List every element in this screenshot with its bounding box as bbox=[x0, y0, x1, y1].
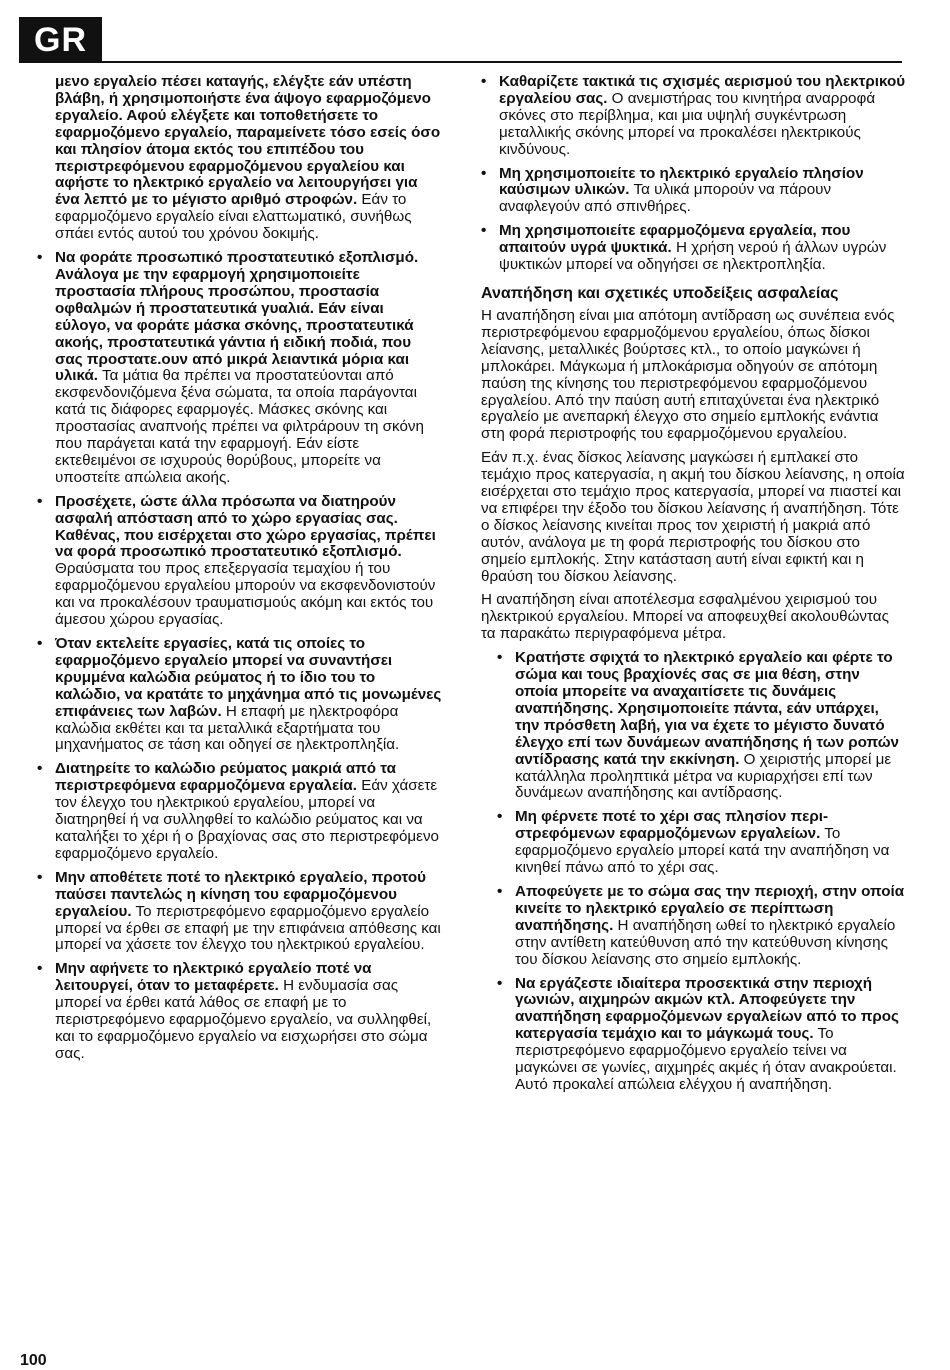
bullet-icon: • bbox=[37, 760, 43, 778]
right-column bbox=[481, 74, 906, 1101]
kickback-item-heading: Μη φέρνετε ποτέ το χέρι σας πλησίον περιστρεφόμενων εφαρμοζόμενων εργαλείων. bbox=[515, 808, 829, 843]
safety-item-heading: Μην αφήνετε το ηλεκτρικό εργαλείο ποτέ να λειτουργεί, όταν το μεταφέρετε. bbox=[55, 960, 372, 995]
kickback-item bbox=[497, 809, 906, 877]
safety-item bbox=[37, 636, 442, 754]
bullet-icon: • bbox=[481, 222, 487, 240]
bullet-icon: • bbox=[481, 73, 487, 90]
safety-item bbox=[37, 870, 442, 955]
safety-item-heading: Διατηρείτε το καλώδιο ρεύματος μακριά από τα περιστρεφόμενα εφαρμοζόμενα εργαλεία. bbox=[55, 760, 396, 795]
left-column bbox=[37, 74, 442, 1070]
bullet-icon: • bbox=[37, 635, 43, 652]
safety-item-text: Η επαφή με ηλεκτροφόρα καλώδια εκθέτει και τα μεταλλικά εξαρτήματα του μηχανήματος σε τάση και οδηγεί σε ηλεκτροπληξία. bbox=[55, 702, 400, 754]
kickback-item-text: Η αναπήδηση ωθεί το ηλεκτρικό εργαλείο στην αντίθετη κατεύθυνση από την κατεύθυνση κίνησης του δίσκου λείανσης στο σημείο εμπλοκής. bbox=[515, 916, 896, 968]
safety-item-text: Τα μάτια θα πρέπει να προστατεύονται από εκσφενδονιζόμενα ξένα σώματα, τα οποία παράγονται κατά τις διάφορες εφαρμογές. Μάσκες σκόνης και προστασίας αναπνοής πρέπει να φιλτράρουν τη σκόνη που παράγεται κατά την εφαρμογή. Εάν είστε εκτεθειμένοι σε ισχυρούς θορύβους, μπορείτε να υποστείτε απώλεια ακοής. bbox=[55, 367, 424, 486]
bullet-icon: • bbox=[497, 808, 503, 826]
safety-item bbox=[37, 761, 442, 862]
kickback-item-text: Το περιστρεφόμενο εφαρμοζόμενο εργαλείο τείνει να μαγκώνει σε γωνίες, αιχμηρές ακμές ή όταν ανακρούεται. Αυτό προκαλεί απώλεια ελέγχου ή αναπήδηση. bbox=[515, 1025, 897, 1093]
safety-item-text: Εάν χάσετε τον έλεγχο του ηλεκτρικού εργαλείου, μπορεί να διατηρηθεί ή να συλληφθεί το καλώδιο ρεύματος και να καταλήξει το χέρι ή ο βραχίονας σας στο περιστρεφόμενο εφαρμοζόμενο εργαλείο. bbox=[55, 777, 439, 862]
safety-item-text: Το περιστρεφόμενο εφαρμοζόμενο εργαλείο μπορεί να έρθει σε επαφή με την επιφάνεια απόθεσης και μπορεί να χάσετε τον έλεγχο του ηλεκτρικού εργαλείου. bbox=[55, 902, 441, 954]
bullet-icon: • bbox=[37, 868, 43, 886]
body-paragraph: Η αναπήδηση είναι αποτέλεσμα εσφαλμένου χειρισμού του ηλεκτρικού εργαλείου. Μπορεί να αποφευχθεί ακολουθώντας τα παρακάτω περιγραφόμενα μέτρα. bbox=[481, 591, 889, 643]
continued-bold-text: μενο εργαλείο πέσει καταγής, ελέγξτε εάν υπέστη βλάβη, ή χρησιμοποιήστε ένα άψογο εφαρμοζόμενο εργαλείο. Αφού ελέγξετε και τοποθετήσετε το εφαρμοζόμενο εργαλείο, παραμείνετε τόσο εσείς όσο και πλησίον άτομα εκτός του επιπέδου του περιστρεφόμενου εφαρμοζόμενου εργαλείου και αφήστε το ηλεκτρικό εργαλείο να λειτουργήσει για ένα λεπτό με το μέγιστο αριθμό στροφών. bbox=[55, 73, 441, 209]
safety-item-text: Η ενδυμασία σας μπορεί να έρθει κατά λάθος σε επαφή με το περιστρεφόμενο εφαρμοζόμενο εργαλείο, να συλληφθεί, και το εφαρμοζόμενο εργαλείο να εισχωρήσει στο σώμα σας. bbox=[55, 977, 432, 1062]
bullet-icon: • bbox=[37, 249, 43, 267]
kickback-item bbox=[497, 650, 906, 802]
bullet-icon: • bbox=[37, 492, 43, 510]
continued-paragraph bbox=[37, 74, 442, 243]
safety-item-text: Τα υλικά μπορούν να πάρουν αναφλεγούν από σπινθήρες. bbox=[499, 181, 832, 216]
bullet-icon: • bbox=[497, 974, 503, 992]
safety-item-text: Ο ανεμιστήρας του κινητήρα αναρροφά σκόνες στο περίβλημα, και μια υψηλή συγκέντρωση μεταλλικής σκόνης μπορεί να προκαλέσει ηλεκτρικούς κινδύνους. bbox=[499, 89, 876, 158]
safety-item bbox=[37, 961, 442, 1062]
safety-item-heading: Να φοράτε προσωπικό προστατευτικό εξοπλισμό. Ανάλογα με την εφαρμογή χρησιμοποιείτε προστασία πλήρους προσώπου, προστασία οφθαλμών ή προστατευτικά γυαλιά. Εάν είναι εύλογο, να φοράτε μάσκα σκόνης, προστατευτικά ακοής, προστατευτικά γάντια ή ειδική ποδιά, που σας προστατε.ουν από μικρά λειαντικά μόρια και υλικά. bbox=[55, 249, 419, 385]
language-tab: GR bbox=[19, 17, 102, 63]
header-rule bbox=[102, 61, 902, 63]
kickback-item-heading: Αποφεύγετε με το σώμα σας την περιοχή, στην οποία κινείτε το ηλεκτρικό εργαλείο σε περίπτωση αναπήδησης. bbox=[515, 882, 905, 934]
bullet-icon: • bbox=[497, 649, 503, 667]
safety-item bbox=[481, 166, 906, 217]
bullet-icon: • bbox=[481, 164, 487, 182]
safety-item bbox=[481, 223, 906, 274]
body-paragraph: Εάν π.χ. ένας δίσκος λείανσης μαγκώσει ή εμπλακεί στο τεμάχιο προς κατεργασία, η ακμή του δίσκου λείανσης, η οποία εισέρχεται στο τεμάχιο προς κατεργασία, μπορεί να πιαστεί και να επιφέρει την έξοδο του δίσκου λείανσης ή αναπήδηση. Τότε ο δίσκος λείανσης κινείται προς τον χειριστή ή μακριά από αυτόν, ανάλογα με τη φορά περιστροφής του δίσκου στο σημείο εμπλοκής. Στην κατάσταση αυτή είναι εφικτή και η θραύση του δίσκου λείανσης. bbox=[481, 449, 905, 585]
bullet-icon: • bbox=[497, 882, 503, 900]
section-heading: Αναπήδηση και σχετικές υποδείξεις ασφαλείας bbox=[481, 284, 839, 302]
continued-text: Εάν το εφαρμοζόμενο εργαλείο είναι ελαττωματικό, συνήθως σπάει εντός αυτού του χρόνου δοκιμής. bbox=[55, 191, 412, 243]
body-paragraph: Η αναπήδηση είναι μια απότομη αντίδραση ως συνέπεια ενός περιστρεφόμενου εφαρμοζόμενου εργαλείου, όπως δίσκοι λείανσης, μεταλλικές βούρτσες κτλ., το οποίο μαγκώνει ή μπλοκάρει. Μάγκωμα ή μπλοκάρισμα οδηγούν σε απότομη παύση της κίνησης του περιστρεφόμενου εφαρμοζόμενου εργαλείου. Από την παύση αυτή επιταχύνεται ένα ηλεκτρικό εργαλείο με ανεπαρκή έλεγχο στο σημείο εμπλοκής ενάντια στη φορά περιστροφής του εφαρμοζόμενου εργαλείου. bbox=[481, 306, 895, 443]
safety-item-heading: Μη χρησιμοποιείτε το ηλεκτρικό εργαλείο πλησίον καύσιμων υλικών. bbox=[499, 164, 864, 199]
bullet-icon: • bbox=[37, 960, 43, 978]
safety-item bbox=[37, 250, 442, 487]
kickback-item-heading: Κρατήστε σφιχτά το ηλεκτρικό εργαλείο και φέρτε το σώμα και τους βραχίονές σας σε μια θέση, στην οποία μπορείτε να αναχαιτίσετε τις δυνάμεις αναπήδησης. Χρησιμοποιείτε πάντα, εάν υπάρχει, την πρόσθετη λαβή, για να έχετε το μέγιστο δυνατό έλεγχο επί των δυνάμεων αναπήδησης ή των ροπών αντίδρασης κατά την εκκίνηση. bbox=[515, 649, 899, 768]
page-number: 100 bbox=[20, 1352, 47, 1369]
kickback-item-text: Το εφαρμοζόμενο εργαλείο μπορεί κατά την αναπήδηση να κινηθεί πάνω από το χέρι σας. bbox=[515, 825, 890, 877]
kickback-item bbox=[497, 884, 906, 969]
kickback-item-heading: Να εργάζεστε ιδιαίτερα προσεκτικά στην περιοχή γωνιών, αιχμηρών ακμών κτλ. Αποφεύγετε την αναπήδηση εφαρμοζόμενων εργαλείων από το προς κατεργασία τεμάχιο και το μάγκωμά τους. bbox=[515, 974, 899, 1043]
kickback-item-text: Ο χειριστής μπορεί με κατάλληλα προληπτικά μέτρα να κυριαρχήσει επί των δυνάμεων αναπήδησης και αντίδρασης. bbox=[515, 750, 892, 802]
safety-item-heading: Προσέχετε, ώστε άλλα πρόσωπα να διατηρούν ασφαλή απόσταση από το χώρο εργασίας σας. Καθένας, που εισέρχεται στο χώρο εργασίας, πρέπει να φορά προσωπικό προστατευτικό εξοπλισμό. bbox=[55, 492, 436, 561]
kickback-item bbox=[497, 976, 906, 1094]
safety-item-text: Θραύσματα του προς επεξεργασία τεμαχίου ή του εφαρμοζόμενου εργαλείου μπορούν να εκσφενδονιστούν και να προκαλέσουν τραυματισμούς ακόμη και εκτός του άμεσου χώρου εργασίας. bbox=[55, 560, 436, 629]
safety-item-heading: Καθαρίζετε τακτικά τις σχισμές αερισμού του ηλεκτρικού εργαλείου σας. bbox=[499, 73, 906, 107]
safety-item-heading: Όταν εκτελείτε εργασίες, κατά τις οποίες το εφαρμοζόμενο εργαλείο μπορεί να συναντήσει κρυμμένα καλώδια ρεύματος ή το ίδιο του το καλώδιο, να κρατάτε το μηχάνημα από τις μονωμένες επιφάνειες των λαβών. bbox=[55, 635, 442, 720]
safety-item-text: Η χρήση νερού ή άλλων υγρών ψυκτικών μπορεί να οδηγήσει σε ηλεκτροπληξία. bbox=[499, 239, 887, 274]
safety-item-heading: Μην αποθέτετε ποτέ το ηλεκτρικό εργαλείο, προτού παύσει παντελώς η κίνηση του εφαρμοζόμενου εργαλείου. bbox=[55, 868, 427, 920]
safety-item-heading: Μη χρησιμοποιείτε εφαρμοζόμενα εργαλεία, που απαιτούν υγρά ψυκτικά. bbox=[499, 222, 851, 257]
safety-item bbox=[481, 74, 906, 159]
safety-item bbox=[37, 494, 442, 629]
